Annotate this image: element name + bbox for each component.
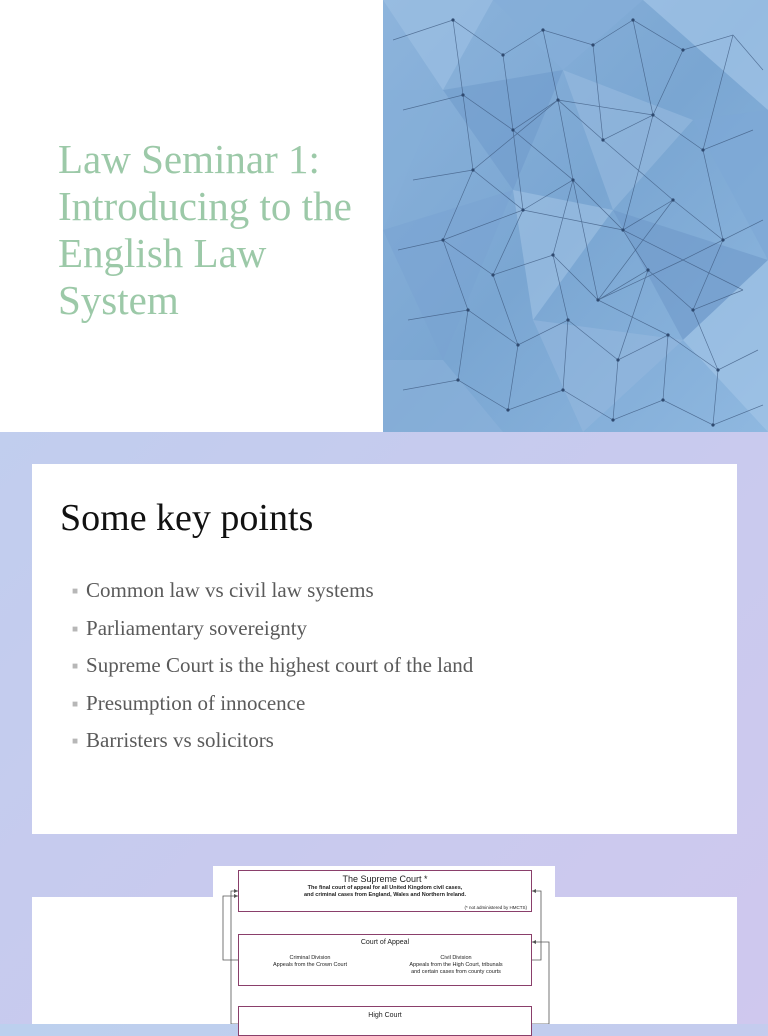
square-bullet-icon: ■ [72,661,79,672]
supreme-court-box [238,870,532,912]
high-court-box [238,1006,532,1036]
key-points-slide [32,464,737,834]
square-bullet-icon: ■ [72,736,79,747]
list-item: ■ Parliamentary sovereignty [72,615,308,640]
supreme-court-name: The Supreme Court * [342,874,428,884]
court-of-appeal-box [238,934,532,986]
list-item: ■ Supreme Court is the highest court of the land [72,653,474,677]
title-slide [0,0,768,432]
list-item: ■ Presumption of innocence [72,690,306,715]
list-item: ■ Barristers vs solicitors [72,728,274,752]
square-bullet-icon: ■ [72,623,79,635]
criminal-division: Criminal Division Appeals from the Crown Court [273,955,347,968]
square-bullet-icon: ■ [72,698,79,710]
high-court-name: High Court [368,1012,402,1019]
list-item: ■ Common law vs civil law systems [72,578,374,602]
square-bullet-icon: ■ [72,586,79,597]
court-structure-chart [213,866,555,1024]
supreme-court-note: (* not administered by HMCTS) [464,905,527,910]
slide-title: Law Seminar 1: Introducing to the English Law System [58,136,352,323]
key-points-list [72,576,473,764]
supreme-court-desc: The final court of appeal for all United Kingdom civil cases, and criminal cases from England, Wales and Northern Ireland. [303,885,467,898]
court-of-appeal-name: Court of Appeal [360,939,410,946]
civil-division: Civil Division Appeals from the High Court, tribunals and certain cases from county courts [409,955,503,975]
polygon-network-art [383,0,768,432]
slide-heading: Some key points [60,497,314,539]
